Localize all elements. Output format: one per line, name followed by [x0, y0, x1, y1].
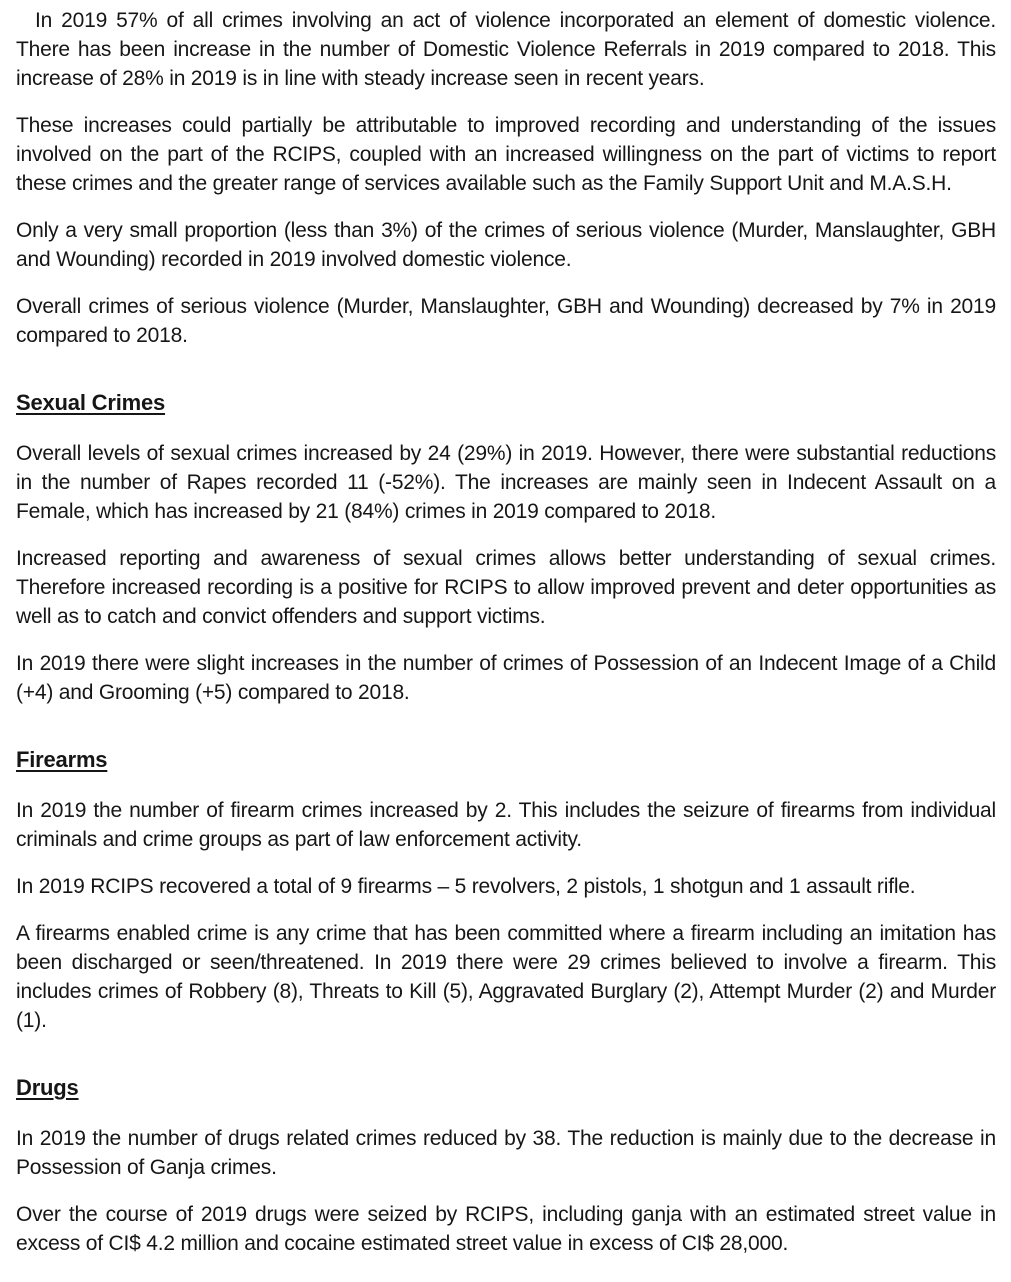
paragraph-indecent-image-grooming: In 2019 there were slight increases in the number of crimes of Possession of an Indecent Image of a Child (+4) and Grooming (+5) compared to 2018. [16, 652, 996, 704]
paragraph-domestic-violence-summary: In 2019 57% of all crimes involving an act of violence incorporated an element of domestic violence. There has been increase in the number of Domestic Violence Referrals in 2019 compared to 2018. This increase of 28% in 2019 is in line with steady increase seen in recent years. [16, 9, 996, 90]
paragraph-drugs-seizures: Over the course of 2019 drugs were seized by RCIPS, including ganja with an estimated street value in excess of CI$ 4.2 million and cocaine estimated street value in excess of CI$ 28,000. [16, 1203, 996, 1255]
paragraph-serious-violence-proportion: Only a very small proportion (less than 3%) of the crimes of serious violence (Murder, Manslaughter, GBH and Wounding) recorded in 2019 involved domestic violence. [16, 219, 996, 271]
heading-firearms: Firearms [16, 747, 108, 772]
paragraph-sexual-crimes-reporting: Increased reporting and awareness of sexual crimes allows better understanding of sexual crimes. Therefore increased recording is a positive for RCIPS to allow improved prevent and deter opportunities as well as to catch and convict offenders and support victims. [16, 547, 996, 628]
paragraph-serious-violence-trend: Overall crimes of serious violence (Murder, Manslaughter, GBH and Wounding) decreased by 7% in 2019 compared to 2018. [16, 295, 996, 347]
paragraph-drugs-reduction: In 2019 the number of drugs related crimes reduced by 38. The reduction is mainly due to the decrease in Possession of Ganja crimes. [16, 1127, 996, 1179]
paragraph-sexual-crimes-overview: Overall levels of sexual crimes increased by 24 (29%) in 2019. However, there were substantial reductions in the number of Rapes recorded 11 (-52%). The increases are mainly seen in Indecent Assault on a Female, which has increased by 21 (84%) crimes in 2019 compared to 2018. [16, 442, 996, 523]
paragraph-improved-recording: These increases could partially be attributable to improved recording and understanding of the issues involved on the part of the RCIPS, coupled with an increased willingness on the part of victims to report these crimes and the greater range of services available such as the Family Support Unit and M.A.S.H. [16, 114, 996, 195]
paragraph-firearms-recovered: In 2019 RCIPS recovered a total of 9 firearms – 5 revolvers, 2 pistols, 1 shotgun and 1 assault rifle. [16, 875, 916, 898]
heading-sexual-crimes: Sexual Crimes [16, 390, 166, 415]
heading-drugs: Drugs [16, 1075, 79, 1100]
paragraph-firearms-enabled-crime: A firearms enabled crime is any crime that has been committed where a firearm including an imitation has been discharged or seen/threatened. In 2019 there were 29 crimes believed to involve a firearm. This includes crimes of Robbery (8), Threats to Kill (5), Aggravated Burglary (2), Attempt Murder (2) and Murder (1). [16, 922, 996, 1032]
paragraph-firearm-crimes-increase: In 2019 the number of firearm crimes increased by 2. This includes the seizure of firearms from individual criminals and crime groups as part of law enforcement activity. [16, 799, 996, 851]
